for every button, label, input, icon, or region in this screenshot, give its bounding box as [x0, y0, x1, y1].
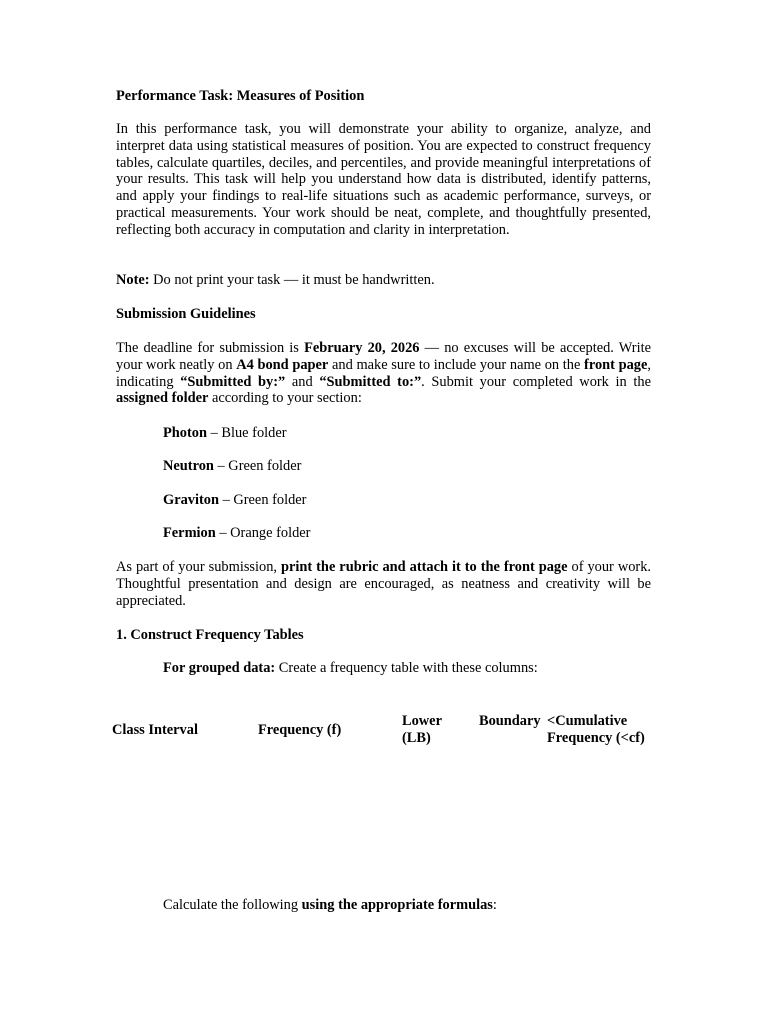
deadline-text: and: [285, 373, 320, 390]
assigned-folder-label: assigned folder: [116, 390, 209, 407]
folder-color: – Green folder: [213, 458, 302, 474]
rubric-text: As part of your submission,: [116, 559, 281, 575]
note-text: Do not print your task — it must be handwritten.: [149, 272, 435, 288]
column-cumulative-frequency: [547, 713, 667, 747]
submission-heading: Submission Guidelines: [116, 306, 256, 322]
rubric-paragraph: [116, 559, 651, 609]
section-name: Graviton: [163, 492, 219, 508]
document-title: Performance Task: Measures of Position: [116, 88, 365, 104]
folder-color: – Orange folder: [215, 525, 311, 541]
folder-color: – Green folder: [218, 492, 307, 508]
section-name: Fermion: [163, 525, 216, 541]
submitted-to-label: “Submitted to:”: [319, 373, 422, 390]
deadline-date: February 20, 2026: [304, 340, 420, 356]
section-folder-item: [163, 458, 698, 475]
submitted-by-label: “Submitted by:”: [180, 373, 286, 390]
section-folder-item: [163, 525, 698, 542]
section-1-heading: 1. Construct Frequency Tables: [116, 627, 304, 643]
note-label: Note:: [116, 272, 150, 288]
section-folder-item: [163, 492, 698, 509]
grouped-data-instruction: [163, 660, 698, 677]
cumulative-line2: Frequency (<cf): [547, 729, 645, 746]
formula-emphasis: using the appropriate formulas: [301, 897, 493, 913]
deadline-text: . Submit your completed work in the: [421, 373, 651, 390]
deadline-text: — no excuses will be accepted. Write your work neatly on: [116, 340, 651, 373]
column-lower-boundary: [402, 713, 541, 747]
deadline-text: according to your section:: [208, 390, 362, 407]
column-class-interval: Class Interval: [112, 722, 198, 738]
deadline-text: , indicating: [116, 356, 652, 390]
deadline-text: The deadline for submission is: [116, 340, 305, 356]
intro-paragraph: In this performance task, you will demonstrate your ability to organize, analyze, and interpret data using statistical measures of position. You are expected to construct frequency tables, calculate quartiles, deciles, and percentiles, and provide meaningful interpretations of your results. This task will help you understand how data is distributed, identify patterns, and apply your findings to real-life situations such as academic performance, surveys, or practical measurements. Your work should be neat, complete, and thoughtfully presented, reflecting both accuracy in computation and clarity in interpretation.: [116, 121, 651, 238]
deadline-paragraph: [116, 340, 651, 407]
lower-boundary-word1: Lower: [402, 713, 442, 729]
calculate-instruction: [163, 897, 698, 914]
frequency-table-header: [112, 713, 657, 753]
section-name: Neutron: [163, 458, 214, 474]
front-page-label: front page: [584, 356, 648, 373]
section-name: Photon: [163, 425, 207, 441]
calculate-text: :: [492, 897, 497, 913]
grouped-data-text: Create a frequency table with these columns:: [275, 660, 538, 676]
grouped-data-label: For grouped data:: [163, 660, 276, 676]
note-paragraph: [116, 272, 651, 289]
rubric-text: of your work. Thoughtful presentation and design are encouraged, as neatness and creativity will be appreciated.: [116, 559, 651, 609]
section-folder-item: [163, 425, 698, 442]
column-frequency: Frequency (f): [258, 722, 342, 738]
lower-boundary-word2: Boundary: [479, 713, 541, 729]
paper-type: A4 bond paper: [236, 356, 329, 373]
folder-color: – Blue folder: [206, 425, 287, 441]
cumulative-line1: <Cumulative: [547, 713, 628, 729]
rubric-instruction: print the rubric and attach it to the front page: [280, 559, 568, 575]
lower-boundary-line2: (LB): [402, 729, 431, 746]
deadline-text: and make sure to include your name on the: [328, 356, 585, 373]
calculate-text: Calculate the following: [163, 897, 302, 913]
